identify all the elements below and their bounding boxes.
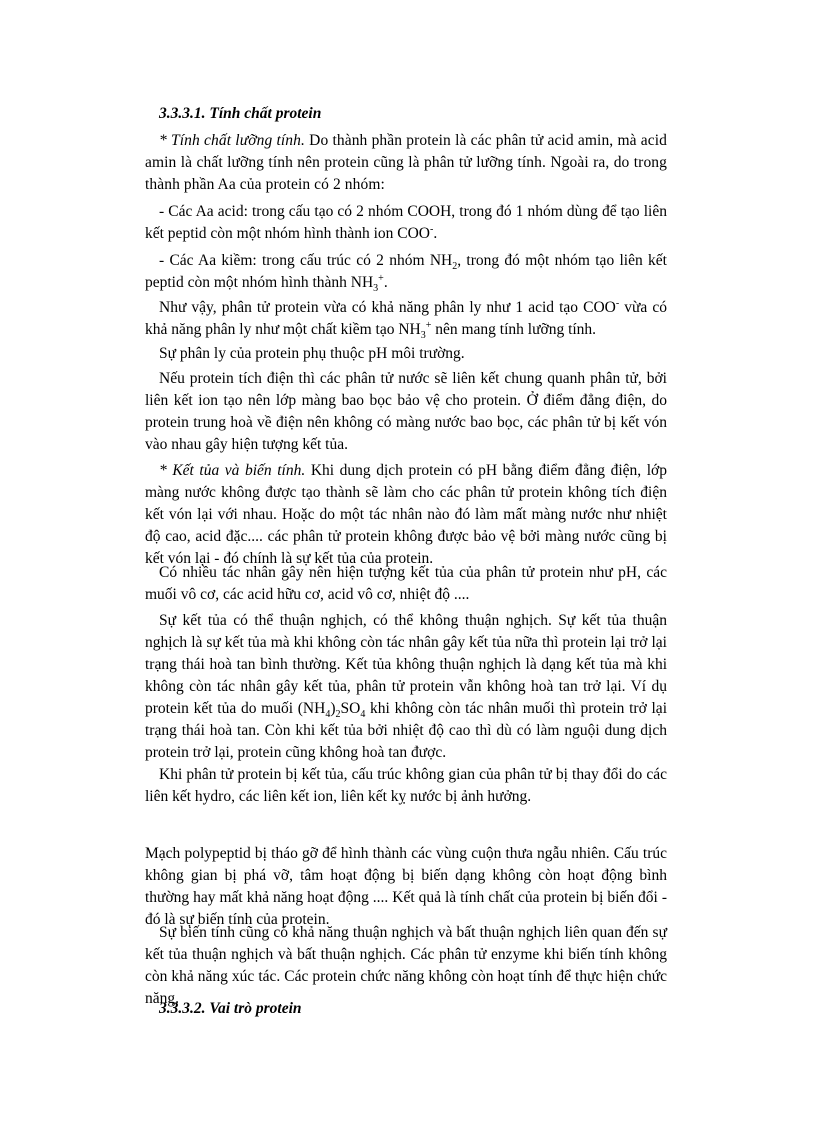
paragraph-structure-change: Khi phân tử protein bị kết tủa, cấu trúc không gian của phân tử bị thay đổi do các liên kết hydro, các liên kết ion, liên kết kỵ nước bị ảnh hưởng.	[145, 766, 667, 805]
paragraph-isoelectric: Nếu protein tích điện thì các phân tử nước sẽ liên kết chung quanh phân tử, bởi liên kết ion tạo nên lớp màng bao bọc bảo vệ cho protein. Ở điểm đẳng điện, do protein trung hoà về điện nên không có màng nước bao bọc, các phân tử bị kết vón vào nhau gây hiện tượng kết tủa.	[145, 370, 667, 453]
paragraph-ph-dependence: Sự phân ly của protein phụ thuộc pH môi trường.	[159, 345, 465, 362]
paragraph-dissociation: Như vậy, phân tử protein vừa có khả năng phân ly như 1 acid tạo COO- vừa có khả năng phân ly như một chất kiềm tạo $NH_3^+$ nên mang tính lưỡng tính.	[145, 297, 667, 342]
paragraph-amphoteric: * Tính chất lưỡng tính. Do thành phần protein là các phân tử acid amin, mà acid amin là chất lưỡng tính nên protein cũng là phân tử lưỡng tính. Ngoài ra, do trong thành phần Aa của protein có 2 nhóm:	[145, 132, 667, 193]
paragraph-reversibility: Sự kết tủa có thể thuận nghịch, có thể không thuận nghịch. Sự kết tủa thuận nghịch là sự kết tủa mà khi không còn tác nhân gây kết tủa nữa thì protein lại trở lại trạng thái hoà tan bình thường. Kết tủa không thuận nghịch là dạng kết tủa mà khi không còn tác nhân gây kết tủa, phân tử protein vẫn không hoà tan trở lại. Ví dụ protein kết tủa do muối $(NH_4)_2SO_4$ khi không còn tác nhân muối thì protein trở lại trạng thái hoà tan. Còn khi kết tủa bởi nhiệt độ cao thì dù có làm nguội dung dịch protein trở lại, protein cũng không hoà tan được.	[145, 612, 667, 761]
paragraph-denaturation: Mạch polypeptid bị tháo gỡ để hình thành các vùng cuộn thưa ngẫu nhiên. Cấu trúc không gian bị phá vỡ, tâm hoạt động bị biến dạng không còn hoạt động bình thường hay mất khả năng hoạt động .... Kết quả là tính chất của protein bị biến đổi - đó là sự biến tính của protein.	[145, 845, 667, 928]
section-heading-protein-roles: 3.3.3.2. Vai trò protein	[159, 1000, 302, 1017]
paragraph-lead: * Kết tủa và biến tính.	[159, 462, 306, 479]
paragraph-precipitation: * Kết tủa và biến tính. Khi dung dịch protein có pH bằng điểm đẳng điện, lớp màng nước không được tạo thành sẽ làm cho các phân tử protein không tích điện kết vón lại với nhau. Hoặc do một tác nhân nào đó làm mất màng nước như nhiệt độ cao, acid đặc.... các phân tử protein không được bảo vệ bởi màng nước cũng bị kết vón lại - đó chính là sự kết tủa của protein.	[145, 462, 668, 567]
paragraph-basic-aa: - Các Aa kiềm: trong cấu trúc có 2 nhóm $NH_2$, trong đó một nhóm tạo liên kết peptid còn một nhóm hình thành $NH_3^+$.	[145, 252, 667, 295]
paragraph-agents: Có nhiều tác nhân gây nên hiện tượng kết tủa của phân tử protein như pH, các muối vô cơ, các acid hữu cơ, acid vô cơ, nhiệt độ ....	[145, 564, 667, 603]
section-heading-protein-properties: 3.3.3.1. Tính chất protein	[159, 105, 322, 122]
paragraph-lead: * Tính chất lưỡng tính.	[159, 132, 305, 149]
paragraph-acidic-aa: - Các Aa acid: trong cấu tạo có 2 nhóm COOH, trong đó 1 nhóm dùng để tạo liên kết peptid còn một nhóm hình thành ion COO-.	[145, 203, 667, 242]
paragraph-denaturation-reversibility: Sự biến tính cũng có khả năng thuận nghịch và bất thuận nghịch liên quan đến sự kết tủa thuận nghịch và bất thuận nghịch. Các phân tử enzyme khi biến tính không còn khả năng xúc tác. Các protein chức năng không còn hoạt tính để thực hiện chức năng.	[145, 924, 667, 1007]
